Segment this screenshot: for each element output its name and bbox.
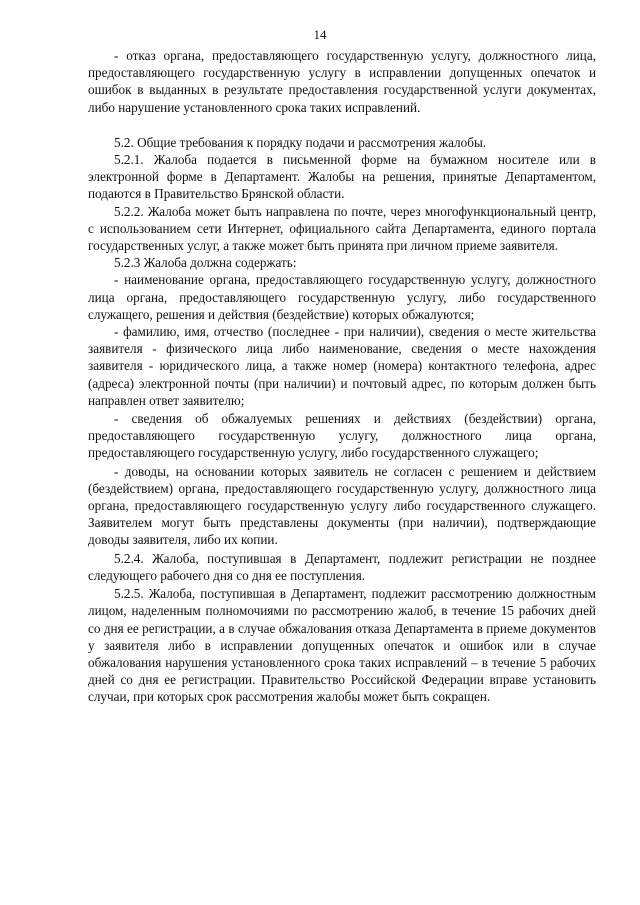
paragraph-5-2-1: 5.2.1. Жалоба подается в письменной форме на бумажном носителе или в электронной форме в Департамент. Жалобы на решения, принятые Департаментом, подаются в Правительство Брянской области. [88, 152, 596, 202]
list-item-applicant-details: - фамилию, имя, отчество (последнее - при наличии), сведения о месте жительства заявителя - физического лица либо наименование, сведения о месте нахождения заявителя - юридического лица, а также номер (номера) контактного телефона, адрес (адреса) электронной почты (при наличии) и почтовый адрес, по которым должен быть направлен ответ заявителю; [88, 324, 596, 408]
paragraph-5-2-2: 5.2.2. Жалоба может быть направлена по почте, через многофункциональный центр, с использованием сети Интернет, официального сайта Департамента, единого портала государственных услуг, а также может быть принята при личном приеме заявителя. [88, 203, 596, 254]
paragraph-5-2-3: 5.2.3 Жалоба должна содержать: [114, 255, 297, 271]
page-number: 14 [313, 27, 327, 42]
list-item-arguments: - доводы, на основании которых заявитель не согласен с решением и действием (бездействием) органа, предоставляющего государственную услугу, должностного лица органа, предоставляющего государственную услугу либо государственного служащего. Заявителем могут быть представлены документы (при наличии), подтверждающие доводы заявителя, либо их копии. [88, 463, 596, 548]
list-item-appealed-decisions: - сведения об обжалуемых решениях и действиях (бездействии) органа, предоставляющего государственную услугу, должностного лица органа, предоставляющего государственную услугу, либо государственного служащего; [88, 411, 596, 461]
list-item-authority-name: - наименование органа, предоставляющего государственную услугу, должностного лица органа, предоставляющего государственную услугу, либо государственного служащего, решения и действия (бездействие) которых обжалуются; [88, 272, 596, 322]
paragraph-5-2-5: 5.2.5. Жалоба, поступившая в Департамент, подлежит рассмотрению должностным лицом, наделенным полномочиями по рассмотрению жалоб, в течение 15 рабочих дней со дня ее регистрации, а в случае обжалования отказа Департамента в приеме документов у заявителя либо в исправлении допущенных опечаток и ошибок или в случае обжалования нарушения установленного срока таких исправлений – в течение 5 рабочих дней со дня ее регистрации. Правительство Российской Федерации вправе установить случаи, при которых срок рассмотрения жалобы может быть сокращен. [88, 586, 596, 705]
paragraph-refusal-clause: - отказ органа, предоставляющего государственную услугу, должностного лица, предоставляющего государственную услугу в исправлении допущенных опечаток и ошибок в выданных в результате предоставления государственной услуги документах, либо нарушение установленного срока таких исправлений. [88, 48, 596, 115]
document-body [88, 47, 596, 706]
paragraph-5-2-4: 5.2.4. Жалоба, поступившая в Департамент, подлежит регистрации не позднее следующего рабочего дня со дня ее поступления. [88, 550, 596, 583]
paragraph-section-5-2-heading: 5.2. Общие требования к порядку подачи и рассмотрения жалобы. [114, 134, 487, 150]
